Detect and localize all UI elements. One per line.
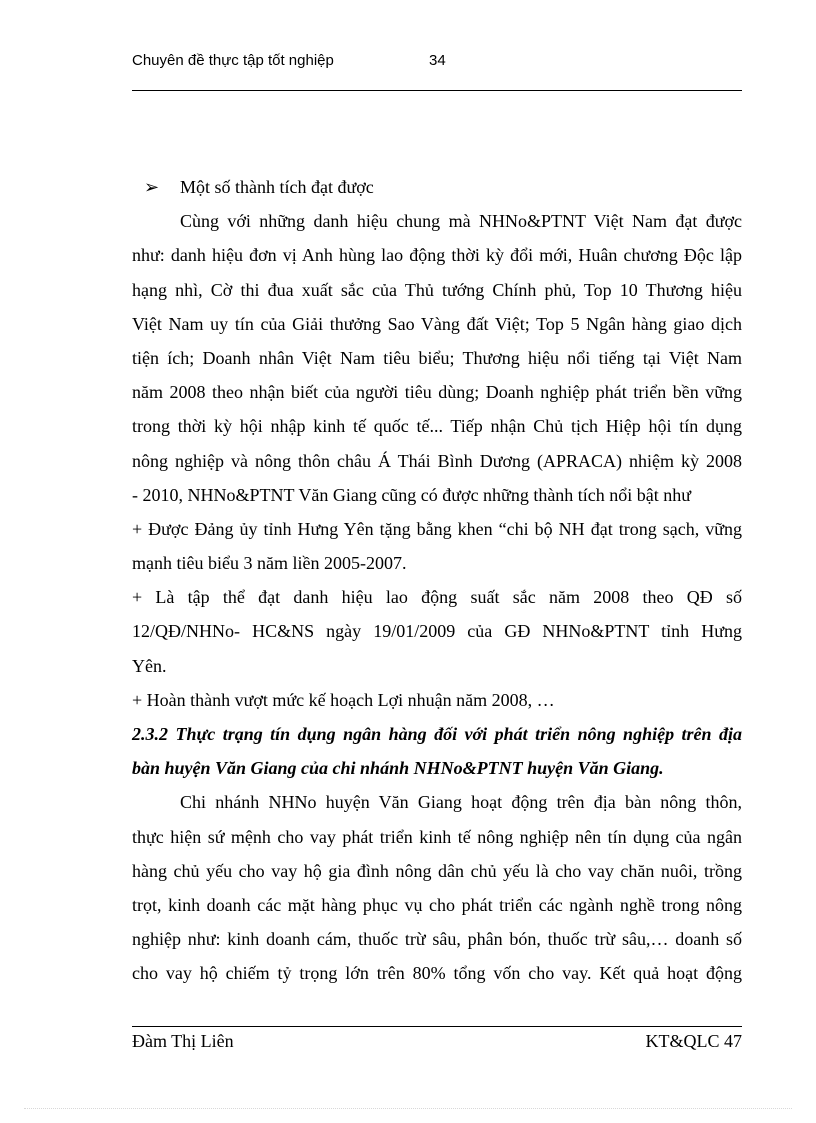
arrow-bullet-icon: ➢ — [144, 177, 160, 197]
header-title: Chuyên đề thực tập tốt nghiệp — [132, 52, 334, 69]
achievement-line: + Là tập thể đạt danh hiệu lao động suất sắc năm 2008 theo QĐ số — [132, 587, 742, 608]
paragraph-line: hàng chủ yếu cho vay hộ gia đình nông dân chủ yếu là cho vay chăn nuôi, trồng — [132, 860, 742, 881]
achievement-line: Yên. — [132, 655, 167, 676]
paragraph-line: Chi nhánh NHNo huyện Văn Giang hoạt động trên địa bàn nông thôn, — [180, 792, 742, 813]
paragraph-line: năm 2008 theo nhận biết của người tiêu dùng; Doanh nghiệp phát triển bền vững — [132, 382, 742, 403]
paragraph-line: Cùng với những danh hiệu chung mà NHNo&PTNT Việt Nam đạt được — [180, 211, 742, 232]
paragraph-line: cho vay hộ chiếm tỷ trọng lớn trên 80% tổng vốn cho vay. Kết quả hoạt động — [132, 963, 742, 984]
page-footer — [132, 1026, 742, 1051]
section-heading: 2.3.2 Thực trạng tín dụng ngân hàng đối với phát triển nông nghiệp trên địa — [132, 724, 742, 744]
paragraph-line: thực hiện sứ mệnh cho vay phát triển kinh tế nông nghiệp nên tín dụng của ngân — [132, 826, 742, 847]
paragraph-line: nghiệp như: kinh doanh cám, thuốc trừ sâu, phân bón, thuốc trừ sâu,… doanh số — [132, 929, 742, 950]
achievement-line: 12/QĐ/NHNo- HC&NS ngày 19/01/2009 của GĐ NHNo&PTNT tỉnh Hưng — [132, 621, 742, 642]
paragraph-line: Việt Nam uy tín của Giải thưởng Sao Vàng đất Việt; Top 5 Ngân hàng giao dịch — [132, 313, 742, 334]
page-bottom-border — [24, 1108, 792, 1109]
paragraph-line: hạng nhì, Cờ thi đua xuất sắc của Thủ tướng Chính phủ, Top 10 Thương hiệu — [132, 279, 742, 300]
section-heading: bàn huyện Văn Giang của chi nhánh NHNo&PTNT huyện Văn Giang. — [132, 758, 664, 779]
paragraph-line: trong thời kỳ hội nhập kinh tế quốc tế... Tiếp nhận Chủ tịch Hiệp hội tín dụng — [132, 416, 742, 437]
section-bullet — [132, 170, 742, 204]
section-bullet-text: Một số thành tích đạt được — [180, 177, 374, 197]
page-number: 34 — [429, 52, 446, 69]
paragraph-line: như: danh hiệu đơn vị Anh hùng lao động thời kỳ đổi mới, Huân chương Độc lập — [132, 245, 742, 266]
document-body — [132, 170, 742, 991]
footer-class: KT&QLC 47 — [645, 1031, 742, 1051]
paragraph-line: tiện ích; Doanh nhân Việt Nam tiêu biểu; Thương hiệu nổi tiếng tại Việt Nam — [132, 347, 742, 368]
achievement-line: mạnh tiêu biểu 3 năm liền 2005-2007. — [132, 553, 407, 574]
page-header — [132, 52, 742, 91]
achievement-line: + Hoàn thành vượt mức kế hoạch Lợi nhuận năm 2008, … — [132, 689, 555, 710]
achievement-line: + Được Đảng ủy tỉnh Hưng Yên tặng bằng khen “chi bộ NH đạt trong sạch, vững — [132, 518, 742, 539]
paragraph-line: trọt, kinh doanh các mặt hàng phục vụ cho phát triển các ngành nghề trong nông — [132, 894, 742, 915]
paragraph-line: - 2010, NHNo&PTNT Văn Giang cũng có được những thành tích nổi bật như — [132, 484, 692, 505]
footer-author: Đàm Thị Liên — [132, 1031, 234, 1051]
paragraph-line: nông nghiệp và nông thôn châu Á Thái Bình Dương (APRACA) nhiệm kỳ 2008 — [132, 450, 742, 471]
